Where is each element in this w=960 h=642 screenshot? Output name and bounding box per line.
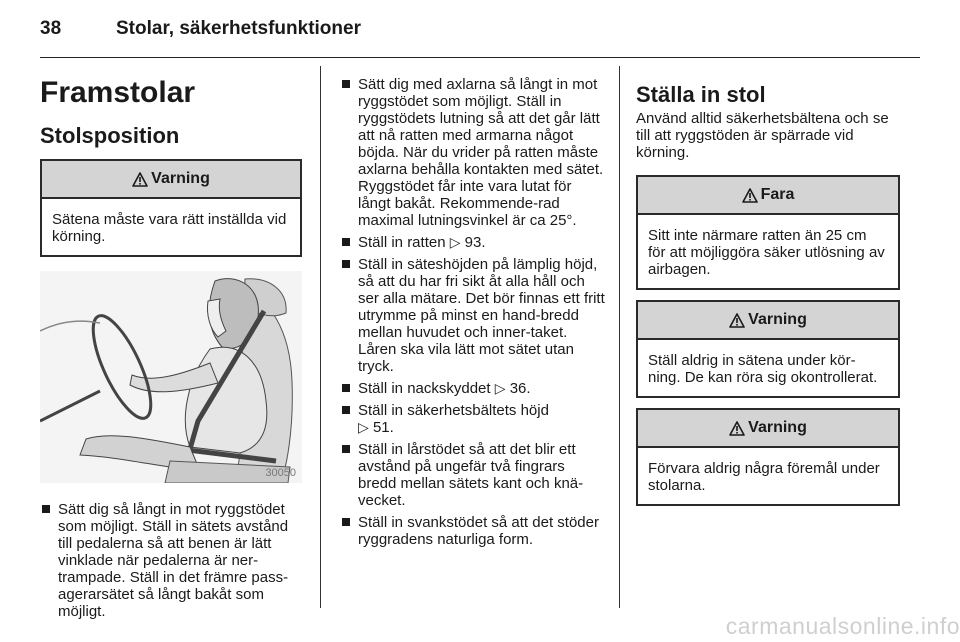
danger-text: Sitt inte närmare ratten än 25 cm för att möjliggöra säker utlösning av airbagen.: [648, 227, 885, 278]
warning-triangle-icon: [729, 421, 745, 436]
list-item: Ställ in säkerhetsbältets höjd ▷ 51.: [340, 402, 606, 436]
intro-text: Använd alltid säkerhetsbältena och se till att ryggstöden är spärrade vid körning.: [636, 110, 889, 161]
warning-label: Varning: [748, 311, 807, 328]
warning-text: Sätena måste vara rätt inställda vid körning.: [52, 211, 287, 245]
warning-header: [638, 410, 898, 448]
bullet-list: [40, 501, 302, 620]
section-heading: Ställa in stol: [636, 82, 766, 107]
warning-box: [636, 300, 900, 398]
warning-text: Ställ aldrig in sätena under kör-ning. De kan röra sig okontrollerat.: [648, 352, 878, 386]
danger-label: Fara: [760, 186, 795, 203]
watermark: carmanualsonline.info: [725, 613, 960, 639]
list-item: Ställ in nackskyddet ▷ 36.: [340, 380, 606, 397]
list-item: Ställ in lårstödet så att det blir ett avstånd på ungefär två fingrars bredd mellan sätets kant och knä-vecket.: [340, 441, 606, 509]
danger-box: [636, 175, 900, 290]
page-reference[interactable]: 36.: [509, 380, 531, 397]
danger-header: [638, 177, 898, 215]
page-header: [40, 18, 920, 48]
warning-label: Varning: [151, 170, 210, 187]
column-2: [340, 76, 606, 553]
list-item: Ställ in svankstödet så att det stöder ryggradens naturliga form.: [340, 514, 606, 548]
seat-position-illustration: [40, 271, 302, 483]
figure-number: 30050: [265, 467, 296, 479]
page-reference-icon: ▷: [494, 380, 506, 396]
page-reference[interactable]: 51.: [372, 419, 394, 436]
page-reference-icon: ▷: [449, 234, 461, 250]
list-item: Sätt dig med axlarna så långt in mot ryggstödet som möjligt. Ställ in ryggstödets lutning så att det går lätt att nå ratten med armarna något böjda. När du vrider på ratten måste axlarna behålla kontakten med sätet. Ryggstödet får inte vara lutat för långt bakåt. Rekommende-rad maximal lutningsvinkel är ca 25°.: [340, 76, 606, 229]
column-3: [636, 78, 900, 506]
section-heading: Framstolar: [40, 76, 196, 109]
warning-label: Varning: [748, 419, 807, 436]
page-number: 38: [40, 18, 62, 39]
list-item: Ställ in säteshöjden på lämplig höjd, så att du har fri sikt åt alla håll och ser alla mätare. Det bör finnas ett fritt utrymme på minst en hand-bredd mellan huvudet och inner-taket. Låren ska vila lätt mot sätet utan tryck.: [340, 256, 606, 375]
warning-triangle-icon: [132, 172, 148, 187]
warning-box: [636, 408, 900, 506]
page-reference[interactable]: 93.: [464, 234, 486, 251]
running-title: Stolar, säkerhetsfunktioner: [116, 18, 361, 39]
warning-triangle-icon: [742, 188, 758, 203]
bullet-list: [340, 76, 606, 548]
column-divider-1: [320, 66, 321, 608]
warning-triangle-icon: [729, 313, 745, 328]
list-item: Ställ in ratten ▷ 93.: [340, 234, 606, 251]
column-divider-2: [619, 66, 620, 608]
column-1: [40, 72, 302, 625]
warning-header: [42, 161, 300, 199]
warning-box: [40, 159, 302, 257]
warning-header: [638, 302, 898, 340]
warning-text: Förvara aldrig några föremål under stolarna.: [648, 460, 880, 494]
list-item: Sätt dig så långt in mot ryggstödet som möjligt. Ställ in sätets avstånd till pedalerna så att benen är lätt vinklade när pedalerna är ner-trampade. Ställ in det främre pass-agerarsätet så långt bakåt som möjligt.: [40, 501, 302, 620]
page-reference-icon: ▷: [358, 419, 369, 435]
driver-seat-figure: [40, 271, 302, 483]
subsection-heading: Stolsposition: [40, 123, 180, 148]
header-divider: [40, 57, 920, 58]
